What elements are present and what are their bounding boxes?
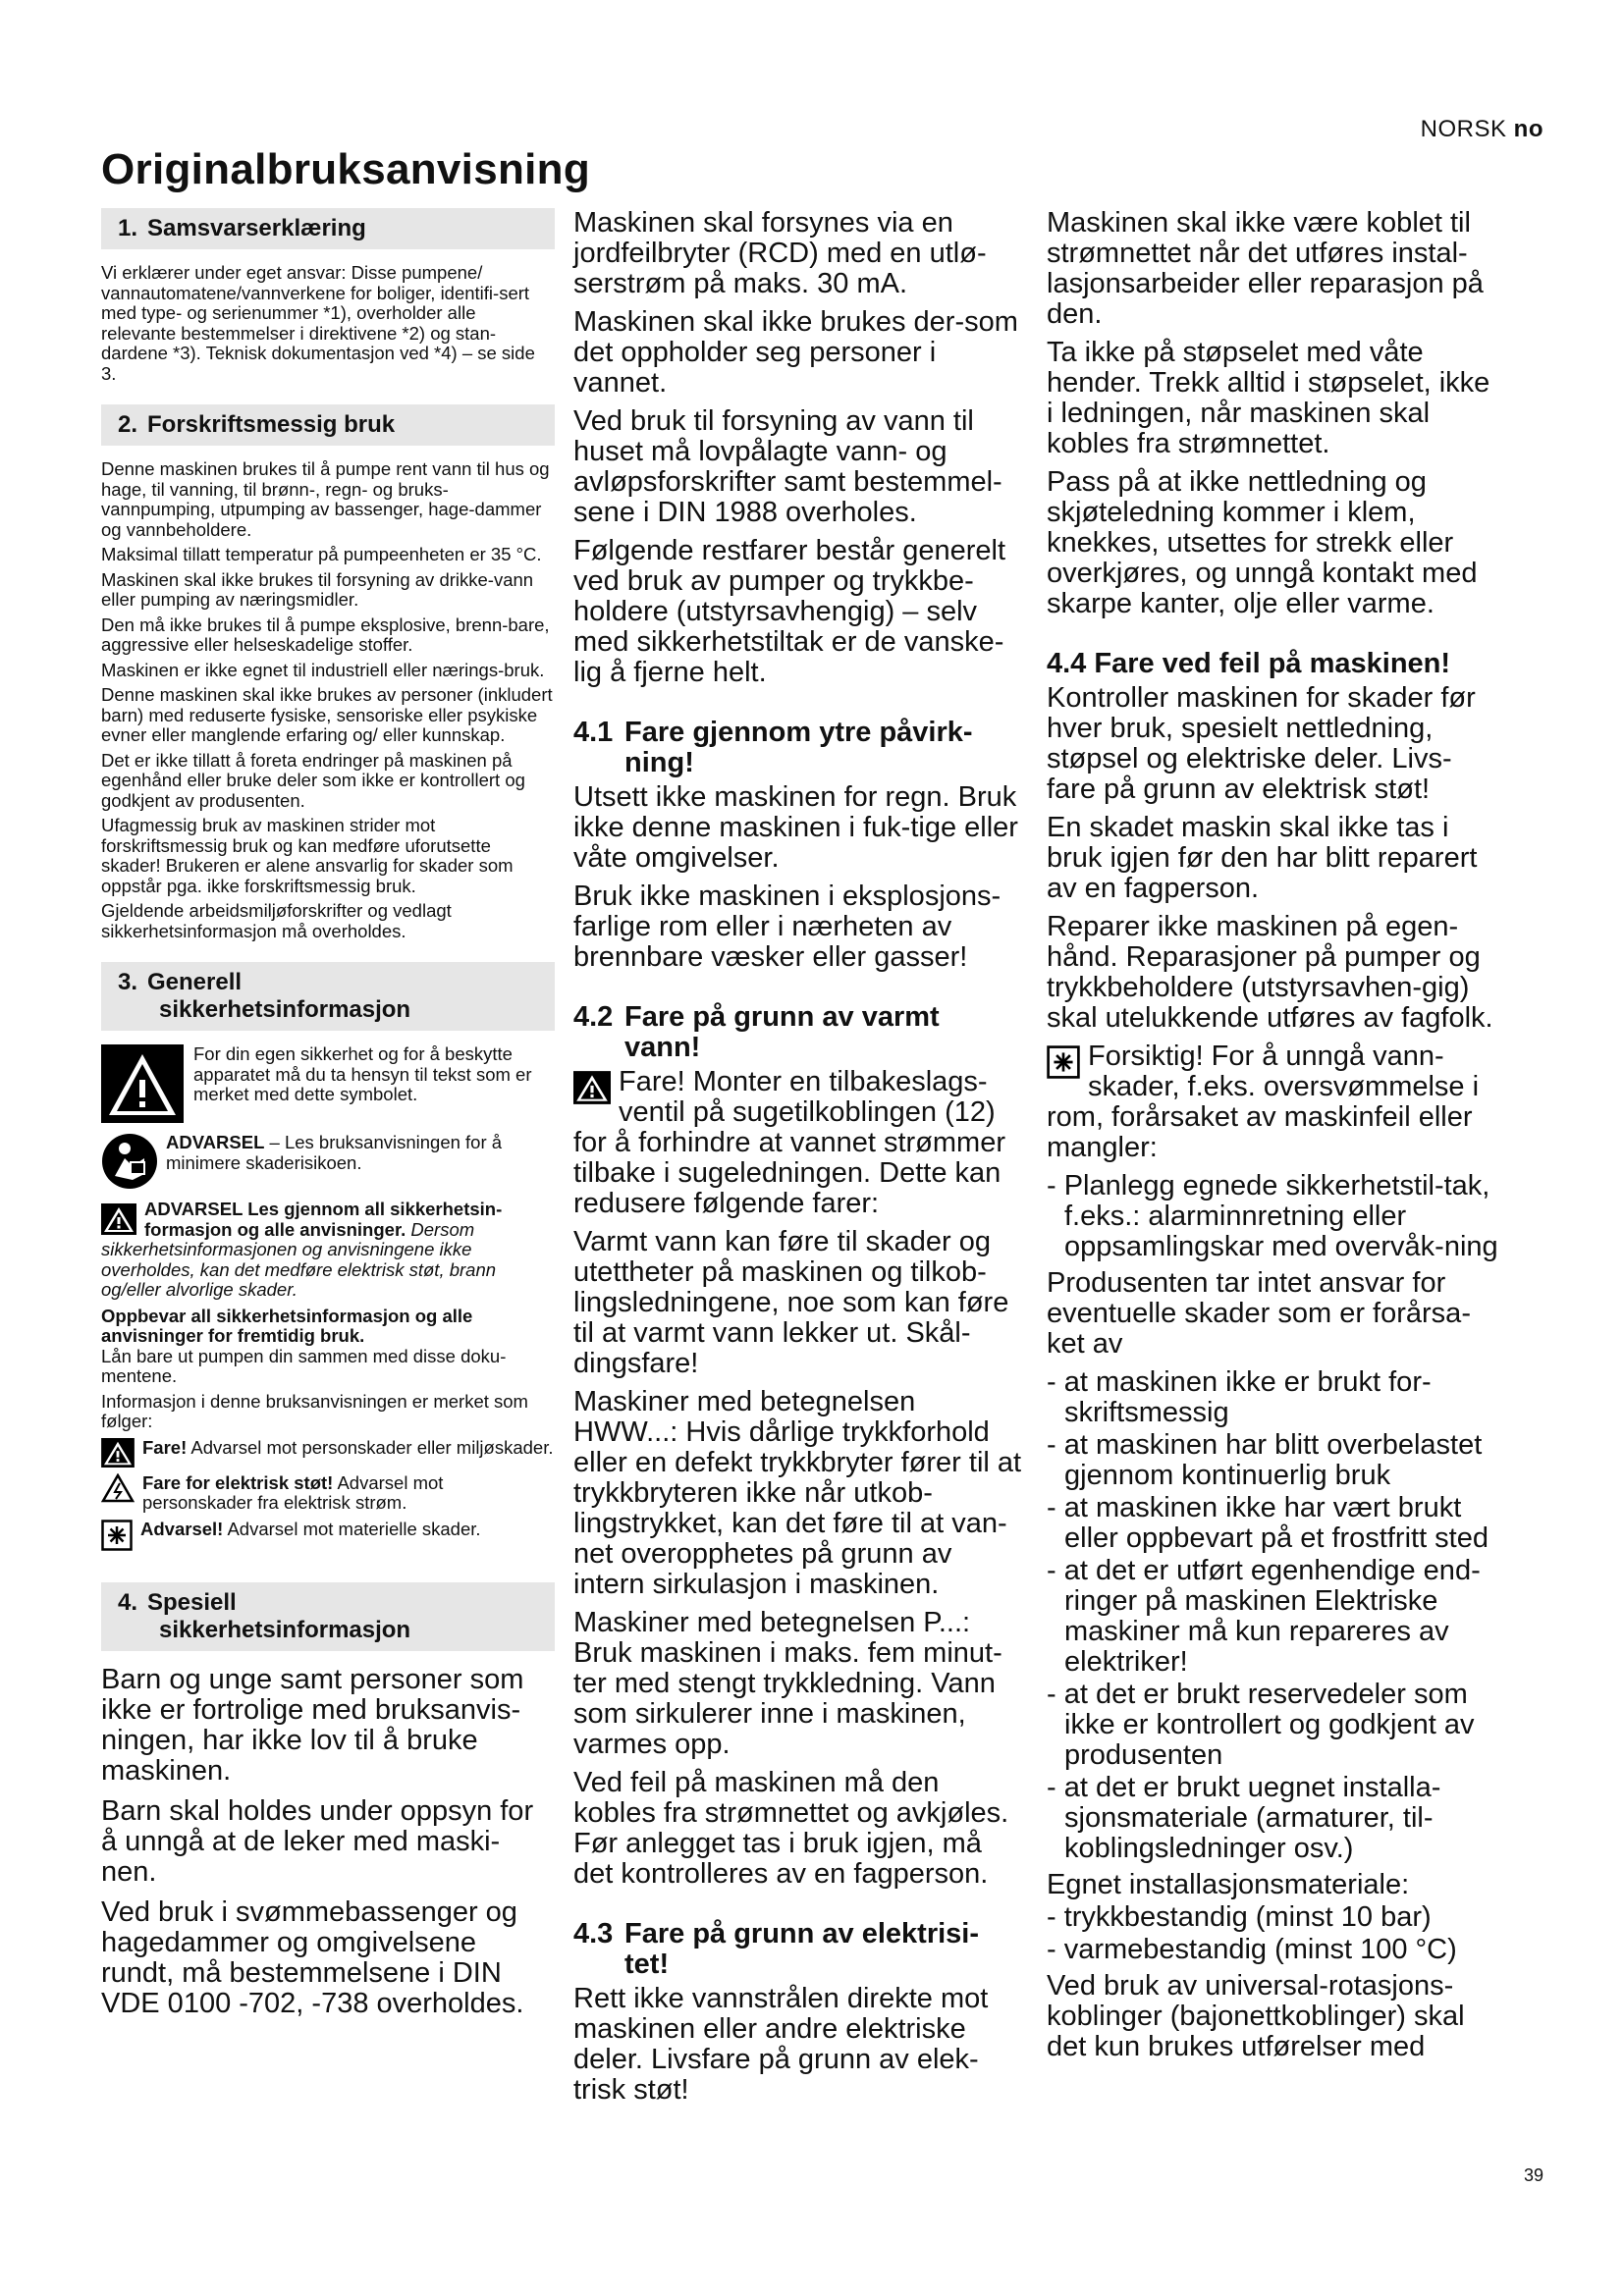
water-damage-caution: Forsiktig! For å unngå vann-skader, f.eks. oversvømmelse i rom, forårsaket av maskinfeil eller mangler: <box>1047 1041 1480 1163</box>
paragraph: Ta ikke på støpselet med våte hender. Trekk alltid i støpselet, ikke i ledningen, når maskinen skal kobles fra strømnettet. <box>1047 337 1490 459</box>
paragraph: Produsenten tar intet ansvar for eventuelle skader som er forårsa-ket av <box>1047 1267 1471 1360</box>
paragraph: Maskiner med betegnelsen HWW...: Hvis dårlige trykkforhold eller en defekt trykkbryter fører til at trykkbryteren ikke når utkob-lingstrykket, kan det føre til at van-net overopphetes på grunn av intern sirkulasjon i maskinen. <box>573 1386 1022 1600</box>
page-number: 39 <box>1523 2165 1543 2185</box>
paragraph: Barn og unge samt personer som ikke er fortrolige med bruksanvis-ningen, har ikke lov til å bruke maskinen. <box>101 1663 524 1787</box>
hot-water-warning: Fare! Monter en tilbakeslags-ventil på sugetilkoblingen (12) for å forhindre at vannet strømmer tilbake i sugeledningen. Dette kan redusere følgende farer: <box>573 1066 1005 1219</box>
paragraph: Utsett ikke maskinen for regn. Bruk ikke denne maskinen i fuk-tige eller våte omgivelser. <box>573 781 1018 874</box>
section-4-heading: 4. Spesiell sikkerhetsinformasjon <box>101 1582 555 1651</box>
material-damage-icon <box>101 1520 133 1551</box>
section-4-4-heading: 4.4 Fare ved feil på maskinen! <box>1047 648 1451 679</box>
section-4-3-heading: 4.3 Fare på grunn av elektrisi- tet! <box>573 1918 980 1980</box>
list-item: - at det er brukt reservedeler som ikke er kontrollert og godkjent av produsenten <box>1047 1679 1475 1771</box>
paragraph: Ufagmessig bruk av maskinen strider mot forskriftsmessig bruk og kan medføre uforutsette skader! Brukeren er alene ansvarlig for skader som oppstår pga. ikke forskriftsmessig bruk. <box>101 815 514 896</box>
paragraph: Maskinen skal ikke være koblet til strømnettet når det utføres instal-lasjonsarbeider eller reparasjon på den. <box>1047 207 1484 330</box>
paragraph: Denne maskinen skal ikke brukes av personer (inkludert barn) med reduserte fysiske, sensoriske eller psykiske evner eller manglende erfaring og/ eller kunnskap. <box>101 684 553 745</box>
list-item: - at det er brukt uegnet installa-sjonsmateriale (armaturer, til-koblingsledninger osv.) <box>1047 1772 1441 1864</box>
read-all-warning: ADVARSEL Les gjennom all sikkerhetsin-formasjon og alle anvisninger. Dersom sikkerhetsinformasjonen og anvisningene ikke overholdes, kan det medføre elektrisk støt, brann og/eller alvorlige skader. <box>101 1199 503 1300</box>
list-item: - at maskinen har blitt overbelastet gjennom kontinuerlig bruk <box>1047 1429 1483 1491</box>
list-item: - at maskinen ikke har vært brukt eller oppbevart på et frostfritt sted <box>1047 1492 1489 1554</box>
page-title: Originalbruksanvisning <box>101 145 591 193</box>
language-code: no <box>1513 116 1543 142</box>
list-item: - varmebestandig (minst 100 °C) <box>1047 1934 1457 1965</box>
material-damage-icon <box>1047 1045 1080 1079</box>
read-manual-icon <box>101 1133 158 1190</box>
section-4-2-heading: 4.2 Fare på grunn av varmt vann! <box>573 1001 940 1063</box>
section-4-1-heading: 4.1 Fare gjennom ytre påvirk- ning! <box>573 717 973 778</box>
legend-intro: Informasjon i denne bruksanvisningen er merket som følger: <box>101 1390 528 1431</box>
language-name: NORSK <box>1420 116 1507 142</box>
legend-material: Advarsel! Advarsel mot materielle skader. <box>101 1520 555 1551</box>
list-item: - trykkbestandig (minst 10 bar) <box>1047 1901 1432 1933</box>
paragraph: Det er ikke tillatt å foreta endringer på maskinen på egenhånd eller bruke deler som ikke er kontrollert og godkjent av produsenten. <box>101 749 525 811</box>
paragraph: Ved bruk til forsyning av vann til huset må lovpålagte vann- og avløpsforskrifter samt bestemmel-sene i DIN 1988 overholes. <box>573 405 1002 528</box>
electric-shock-icon <box>101 1473 135 1503</box>
legend-danger: Fare! Advarsel mot personskader eller miljøskader. <box>101 1438 555 1468</box>
section-1-heading: 1. Samsvarserklæring <box>101 208 555 249</box>
read-manual-warning: ADVARSEL – Les bruksanvisningen for å minimere skaderisikoen. <box>101 1133 555 1190</box>
warning-triangle-icon <box>101 1044 184 1123</box>
paragraph: Maskinen er ikke egnet til industriell eller nærings-bruk. <box>101 659 545 680</box>
paragraph: Følgende restfarer består generelt ved bruk av pumper og trykkbe-holdere (utstyrsavhengig) – selv med sikkerhetstiltak er de vanske-lig å fjerne helt. <box>573 535 1006 688</box>
legend-electric: Fare for elektrisk støt! Advarsel mot personskader fra elektrisk strøm. <box>101 1473 555 1514</box>
paragraph: Varmt vann kan føre til skader og utettheter på maskinen og tilkob-lingsledningene, noe som kan føre til at varmt vann lekker ut. Skål-dingsfare! <box>573 1226 1009 1379</box>
safety-symbol-text: For din egen sikkerhet og for å beskytte apparatet må du ta hensyn til tekst som er merket med dette symbolet. <box>193 1043 532 1104</box>
paragraph: Maskinen skal ikke brukes der-som det oppholder seg personer i vannet. <box>573 306 1018 399</box>
paragraph: Denne maskinen brukes til å pumpe rent vann til hus og hage, til vanning, til brønn-, regn- og bruks-vannpumping, utpumping av bassenger, hage-dammer og vannbeholdere. <box>101 458 550 540</box>
liability-list <box>1047 1367 1500 1864</box>
column-2 <box>573 208 1023 2113</box>
paragraph: Ved feil på maskinen må den kobles fra strømnettet og avkjøles. Før anlegget tas i bruk igjen, må det kontrolleres av en fagperson. <box>573 1767 1009 1890</box>
declaration-text: Vi erklærer under eget ansvar: Disse pumpene/ vannautomatene/vannverkene for boliger, identifi-sert med type- og serienummer *1), overholder alle relevante bestemmelser i direktivene *2) og stan-dardene *3). Teknisk dokumentasjon ved *4) – se side 3. <box>101 262 535 384</box>
paragraph: Egnet installasjonsmateriale: <box>1047 1869 1410 1900</box>
paragraph: Den må ikke brukes til å pumpe eksplosive, brenn-bare, aggressive eller helseskadelige stoffer. <box>101 614 550 655</box>
list-item: - at det er utført egenhendige end-ringer på maskinen Elektriske maskiner må kun repareres av elektriker! <box>1047 1555 1481 1678</box>
column-3 <box>1047 208 1500 2070</box>
paragraph: Reparer ikke maskinen på egen-hånd. Reparasjoner på pumper og trykkbeholdere (utstyrsavhen-gig) skal utelukkende utføres av fagfolk. <box>1047 911 1493 1034</box>
paragraph: En skadet maskin skal ikke tas i bruk igjen før den har blitt reparert av en fagperson. <box>1047 812 1478 904</box>
paragraph: Maskinen skal forsynes via en jordfeilbryter (RCD) med en utlø-serstrøm på maks. 30 mA. <box>573 207 987 299</box>
list-item: - Planlegg egnede sikkerhetstil-tak, f.eks.: alarminnretning eller oppsamlingskar med overvåk-ning <box>1047 1170 1498 1262</box>
column-1 <box>101 208 555 2029</box>
paragraph: Maskiner med betegnelsen P...: Bruk maskinen i maks. fem minut-ter med stengt trykkledning. Vann som sirkulerer inne i maskinen, varmes opp. <box>573 1607 1002 1760</box>
paragraph: Barn skal holdes under oppsyn for å unngå at de leker med maski-nen. <box>101 1794 534 1888</box>
paragraph: Gjeldende arbeidsmiljøforskrifter og vedlagt sikkerhetsinformasjon må overholdes. <box>101 900 452 941</box>
section-3-heading: 3. Generell sikkerhetsinformasjon <box>101 962 555 1031</box>
paragraph: Maksimal tillatt temperatur på pumpeenheten er 35 °C. <box>101 544 542 564</box>
material-list <box>1047 1902 1500 1965</box>
paragraph: Ved bruk av universal-rotasjons-koblinger (bajonettkoblinger) skal det kun brukes utførelser med <box>1047 1970 1465 2062</box>
precaution-list <box>1047 1171 1500 1262</box>
paragraph: Kontroller maskinen for skader før hver bruk, spesielt nettledning, støpsel og elektriske deler. Livs-fare på grunn av elektrisk støt! <box>1047 682 1476 805</box>
paragraph: Bruk ikke maskinen i eksplosjons-farlige rom eller i nærheten av brennbare væsker eller gasser! <box>573 881 1001 973</box>
paragraph: Rett ikke vannstrålen direkte mot maskinen eller andre elektriske deler. Livsfare på grunn av elek-trisk støt! <box>573 1983 989 2106</box>
warning-icon <box>101 1203 136 1235</box>
warning-icon <box>101 1438 135 1468</box>
list-item: - at maskinen ikke er brukt for-skriftsmessig <box>1047 1366 1432 1428</box>
warning-icon <box>573 1071 611 1104</box>
language-label <box>1421 116 1543 143</box>
section-2-heading: 2. Forskriftsmessig bruk <box>101 404 555 446</box>
safety-symbol-block <box>101 1044 555 1123</box>
paragraph: Pass på at ikke nettledning og skjøteledning kommer i klem, knekkes, utsettes for strekk eller overkjøres, og unngå kontakt med skarpe kanter, olje eller varme. <box>1047 466 1478 619</box>
keep-instructions: Oppbevar all sikkerhetsinformasjon og alle anvisninger for fremtidig bruk. Lån bare ut pumpen din sammen med disse doku-mentene. <box>101 1305 507 1386</box>
paragraph: Ved bruk i svømmebassenger og hagedammer og omgivelsene rundt, må bestemmelsene i DIN VDE 0100 -702, -738 overholdes. <box>101 1896 524 2019</box>
paragraph: Maskinen skal ikke brukes til forsyning av drikke-vann eller pumping av næringsmidler. <box>101 568 534 610</box>
